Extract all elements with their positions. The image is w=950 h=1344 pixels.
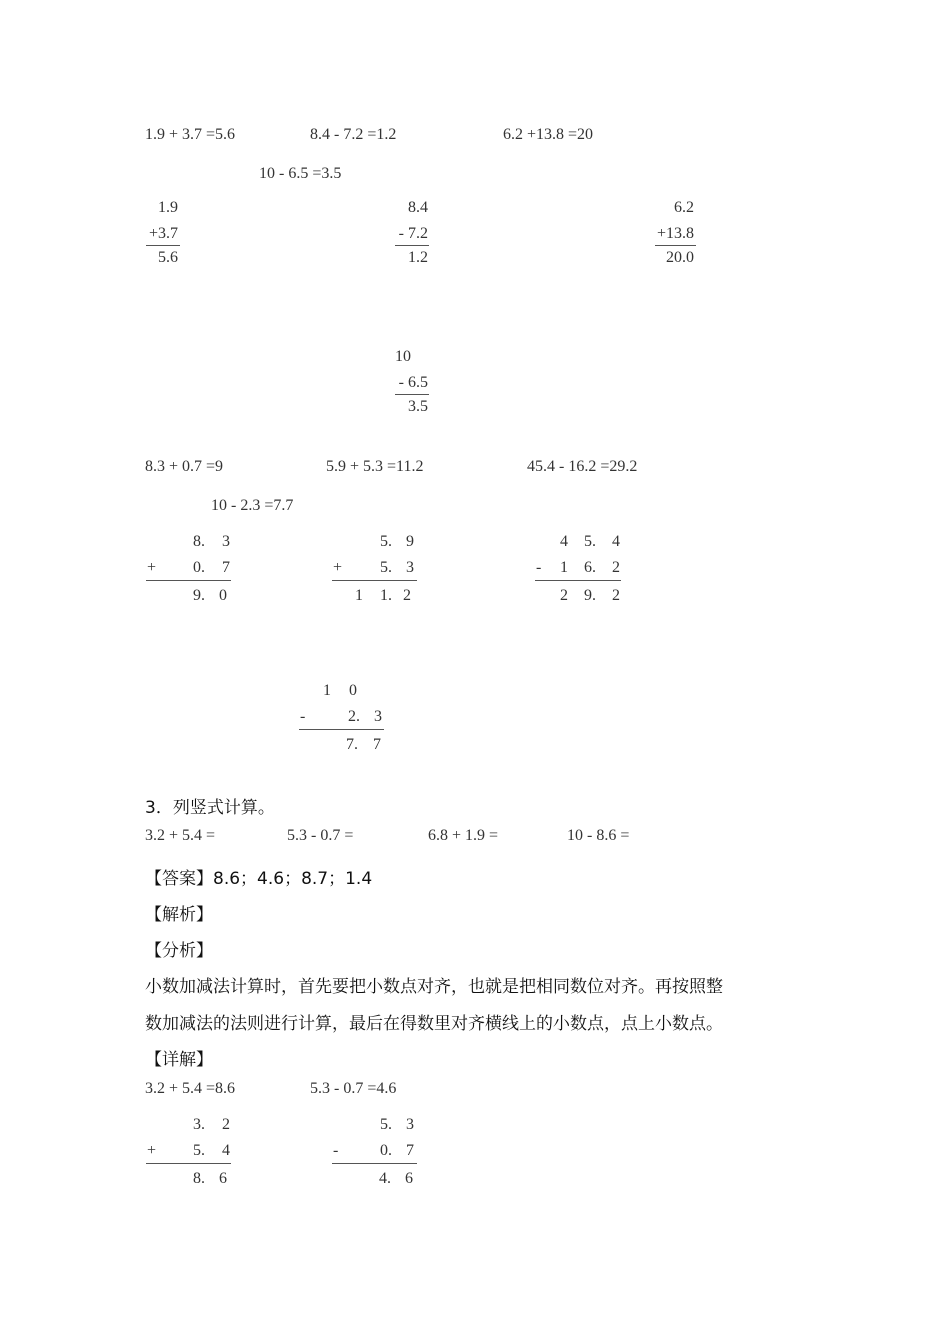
equation: 6.2 +13.8 =20 xyxy=(503,126,594,143)
equation: 10 - 6.5 =3.5 xyxy=(259,165,342,182)
digit: 7 xyxy=(406,1142,414,1159)
problem: 3.2 + 5.4 = xyxy=(145,827,216,844)
divider-line xyxy=(332,580,417,581)
equation: 8.4 - 7.2 =1.2 xyxy=(310,126,397,143)
digit: 4 xyxy=(560,533,568,550)
answer-line xyxy=(145,864,372,889)
operand: +13.8 xyxy=(656,225,694,242)
digit: 0. xyxy=(193,559,205,576)
equation: 10 - 2.3 =7.7 xyxy=(211,497,294,514)
operand: +3.7 xyxy=(148,225,178,242)
problem: 5.3 - 0.7 = xyxy=(287,827,354,844)
digit: 4 xyxy=(222,1142,230,1159)
problem: 6.8 + 1.9 = xyxy=(428,827,499,844)
digit: 7. xyxy=(346,736,358,753)
minus-sign: - xyxy=(536,559,542,576)
digit: 2 xyxy=(222,1116,230,1133)
equation: 5.9 + 5.3 =11.2 xyxy=(326,458,424,475)
top-number: 8.4 xyxy=(408,199,428,216)
digit: 8. xyxy=(193,533,205,550)
digit: 6 xyxy=(219,1170,227,1187)
equation: 5.3 - 0.7 =4.6 xyxy=(310,1080,397,1097)
divider-line xyxy=(146,1163,231,1164)
divider-line xyxy=(655,245,696,246)
plus-sign: + xyxy=(147,559,157,576)
divider-line xyxy=(146,245,180,246)
digit: 2 xyxy=(612,587,620,604)
equation: 8.3 + 0.7 =9 xyxy=(145,458,224,475)
minus-sign: - xyxy=(300,708,306,725)
question-title: 3．列竖式计算。 xyxy=(145,798,275,818)
digit: 5. xyxy=(584,533,596,550)
digit: 5. xyxy=(380,533,392,550)
digit: 2 xyxy=(403,587,411,604)
digit: 7 xyxy=(373,736,381,753)
digit: 6 xyxy=(405,1170,413,1187)
digit: 7 xyxy=(222,559,230,576)
answer-text: 8.6；4.6；8.7；1.4 xyxy=(213,869,373,889)
digit: 5. xyxy=(380,1116,392,1133)
result: 5.6 xyxy=(158,249,178,266)
digit: 9. xyxy=(584,587,596,604)
minus-sign: - xyxy=(333,1142,339,1159)
digit: 0 xyxy=(349,682,357,699)
digit: 6. xyxy=(584,559,596,576)
result: 1.2 xyxy=(408,249,428,266)
equation: 1.9 + 3.7 =5.6 xyxy=(145,126,236,143)
digit: 4. xyxy=(379,1170,391,1187)
digit: 3 xyxy=(406,559,414,576)
digit: 3 xyxy=(222,533,230,550)
operand: - 6.5 xyxy=(398,374,428,391)
problem: 10 - 8.6 = xyxy=(567,827,630,844)
digit: 2 xyxy=(612,559,620,576)
digit: 8. xyxy=(193,1170,205,1187)
divider-line xyxy=(395,245,429,246)
analysis-text: 数加减法的法则进行计算，最后在得数里对齐横线上的小数点，点上小数点。 xyxy=(145,1014,723,1034)
digit: 0 xyxy=(219,587,227,604)
digit: 9 xyxy=(406,533,414,550)
digit: 1. xyxy=(380,587,392,604)
digit: 3 xyxy=(374,708,382,725)
digit: 5. xyxy=(380,559,392,576)
digit: 9. xyxy=(193,587,205,604)
digit: 1 xyxy=(355,587,363,604)
equation: 3.2 + 5.4 =8.6 xyxy=(145,1080,236,1097)
digit: 1 xyxy=(323,682,331,699)
section-label-jiexi: 【解析】 xyxy=(145,905,213,925)
top-number: 6.2 xyxy=(674,199,694,216)
digit: 3 xyxy=(406,1116,414,1133)
analysis-text: 小数加减法计算时，首先要把小数点对齐，也就是把相同数位对齐。再按照整 xyxy=(145,977,723,997)
digit: 4 xyxy=(612,533,620,550)
divider-line xyxy=(146,580,231,581)
equation: 45.4 - 16.2 =29.2 xyxy=(527,458,638,475)
divider-line xyxy=(299,729,384,730)
digit: 0. xyxy=(380,1142,392,1159)
divider-line xyxy=(535,580,621,581)
divider-line xyxy=(332,1163,417,1164)
digit: 3. xyxy=(193,1116,205,1133)
result: 3.5 xyxy=(408,398,428,415)
plus-sign: + xyxy=(333,559,343,576)
digit: 1 xyxy=(560,559,568,576)
top-number: 1.9 xyxy=(158,199,178,216)
digit: 5. xyxy=(193,1142,205,1159)
digit: 2 xyxy=(560,587,568,604)
digit: 2. xyxy=(348,708,360,725)
plus-sign: + xyxy=(147,1142,157,1159)
answer-label: 【答案】 xyxy=(145,869,213,889)
result: 20.0 xyxy=(666,249,694,266)
section-label-xiangjie: 【详解】 xyxy=(145,1050,213,1070)
divider-line xyxy=(395,394,429,395)
top-number: 10 xyxy=(395,348,411,365)
section-label-fenxi: 【分析】 xyxy=(145,941,213,961)
operand: - 7.2 xyxy=(398,225,428,242)
